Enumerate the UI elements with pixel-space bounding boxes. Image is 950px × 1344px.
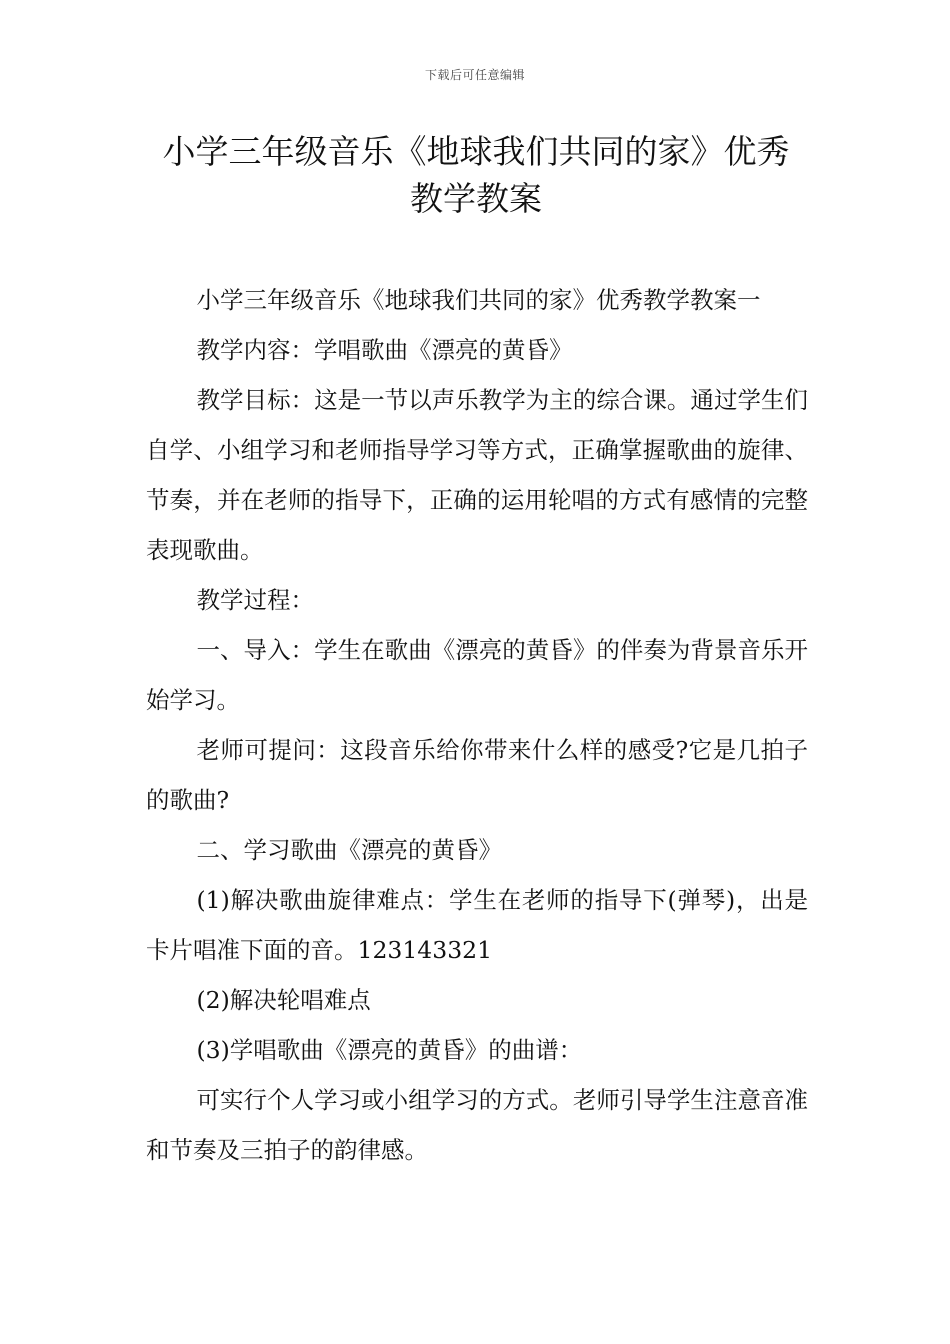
paragraph-learn-score: (3)学唱歌曲《漂亮的黄昏》的曲谱： <box>196 1036 583 1064</box>
paragraph-melody-difficulty: (1)解决歌曲旋律难点：学生在老师的指导下(弹琴)，出是卡片唱准下面的音。123143321 <box>146 886 808 964</box>
paragraph-teaching-process: 教学过程： <box>196 586 315 614</box>
paragraph-teaching-content: 教学内容：学唱歌曲《漂亮的黄昏》 <box>196 336 573 364</box>
document-body <box>146 275 808 1175</box>
paragraph-step-learn-song: 二、学习歌曲《漂亮的黄昏》 <box>196 836 503 864</box>
paragraph-heading-line: 小学三年级音乐《地球我们共同的家》优秀教学教案一 <box>196 286 761 314</box>
header-note: 下载后可任意编辑 <box>424 68 525 82</box>
document-title: 小学三年级音乐《地球我们共同的家》优秀教学教案 <box>162 132 790 218</box>
paragraph-step-intro: 一、导入：学生在歌曲《漂亮的黄昏》的伴奏为背景音乐开始学习。 <box>146 636 808 714</box>
paragraph-learning-method: 可实行个人学习或小组学习的方式。老师引导学生注意音准和节奏及三拍子的韵律感。 <box>146 1086 808 1164</box>
paragraph-round-difficulty: (2)解决轮唱难点 <box>196 986 371 1014</box>
paragraph-teacher-question: 老师可提问：这段音乐给你带来什么样的感受?它是几拍子的歌曲? <box>146 736 808 814</box>
paragraph-teaching-goal: 教学目标：这是一节以声乐教学为主的综合课。通过学生们自学、小组学习和老师指导学习等方式，正确掌握歌曲的旋律、节奏，并在老师的指导下，正确的运用轮唱的方式有感情的完整表现歌曲。 <box>146 386 808 564</box>
